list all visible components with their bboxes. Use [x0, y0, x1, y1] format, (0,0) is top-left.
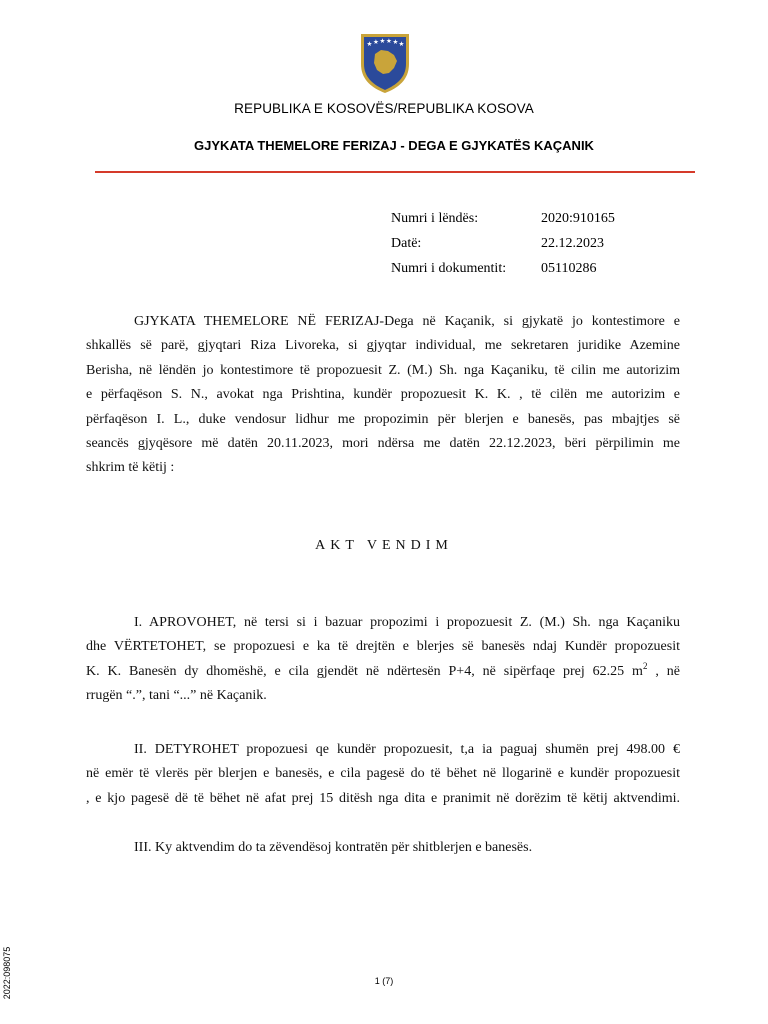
- section-1-line: dhe VËRTETOHET, se propozuesi e ka të drejtën e blerjes së banesës ndaj Kundër propozuesit: [86, 639, 680, 655]
- section-3: [86, 836, 680, 860]
- republic-title: REPUBLIKA E KOSOVËS/REPUBLIKA KOSOVA: [234, 101, 534, 116]
- decision-heading: AKT VENDIM: [315, 538, 453, 553]
- svg-text:★: ★: [386, 37, 392, 45]
- area-unit-superscript: 2: [642, 660, 648, 671]
- intro-line: Berisha, në lëndën jo kontestimore të propozuesit Z. (M.) Sh. nga Kaçaniku, të cilin me autorizim: [86, 362, 680, 378]
- header-divider: [95, 171, 695, 173]
- case-number-value: 2020:910165: [541, 211, 615, 226]
- date-value: 22.12.2023: [541, 236, 604, 251]
- intro-line: e përfaqëson S. N., avokat nga Prishtina, kundër propozuesit K. K. , të cilën me autorizim e: [86, 387, 680, 403]
- kosovo-emblem-icon: [358, 30, 412, 94]
- section-2-line: II. DETYROHET propozuesi qe kundër propozuesit, t,a ia paguaj shumën prej 498.00 €: [134, 742, 680, 757]
- intro-line: shkallës së parë, gjyqtari Riza Livoreka, si gjyqtar individual, me sekretaren juridike Azemine: [86, 338, 680, 354]
- svg-text:★: ★: [366, 40, 373, 48]
- intro-line: përfaqëson I. L., duke vendosur lidhur me propozimin për blerjen e banesës, pas mbajtjes së: [86, 411, 680, 427]
- intro-line: shkrim të këtij :: [86, 460, 175, 476]
- document-number-value: 05110286: [541, 261, 597, 276]
- section-2: [86, 738, 680, 811]
- svg-text:★: ★: [373, 38, 379, 46]
- intro-line: GJYKATA THEMELORE NË FERIZAJ-Dega në Kaçanik, si gjykatë jo kontestimore e: [134, 314, 680, 329]
- section-3-line: III. Ky aktvendim do ta zëvendësoj kontratën për shitblerjen e banesës.: [134, 840, 533, 855]
- page-number: 1 (7): [374, 976, 394, 986]
- document-number-label: Numri i dokumentit:: [391, 261, 507, 276]
- section-1: [86, 611, 680, 709]
- svg-text:★: ★: [379, 37, 386, 45]
- section-1-line: K. K. Banesën dy dhomëshë, e cila gjendët në ndërtesën P+4, në sipërfaqe prej 62.25 $m^2$ , në: [86, 660, 680, 679]
- section-2-line: në emër të vlerës për blerjen e banesës, e cila pagesë do të bëhet në llogarinë e kundër propozuesit: [86, 766, 680, 782]
- section-1-line: rrugën “.”, tani “...” në Kaçanik.: [86, 688, 267, 704]
- date-label: Datë:: [391, 236, 422, 251]
- svg-text:★: ★: [392, 38, 399, 46]
- intro-paragraph: [86, 310, 680, 481]
- court-title: GJYKATA THEMELORE FERIZAJ - DEGA E GJYKATËS KAÇANIK: [194, 138, 594, 153]
- section-1-line: I. APROVOHET, në tersi si i bazuar propozimi i propozuesit Z. (M.) Sh. nga Kaçaniku: [134, 615, 680, 630]
- side-reference-code: 2022:098075: [2, 946, 12, 1000]
- section-2-line: , e kjo pagesë dë të bëhet në afat prej 15 ditësh nga dita e pranimit në dorëzim të këtij aktvendimi.: [86, 790, 680, 806]
- intro-line: seancës gjyqësore më datën 20.11.2023, mori ndërsa me datën 22.12.2023, bëri përpilimin me: [86, 436, 680, 452]
- svg-text:★: ★: [398, 40, 405, 48]
- case-number-label: Numri i lëndës:: [391, 211, 479, 226]
